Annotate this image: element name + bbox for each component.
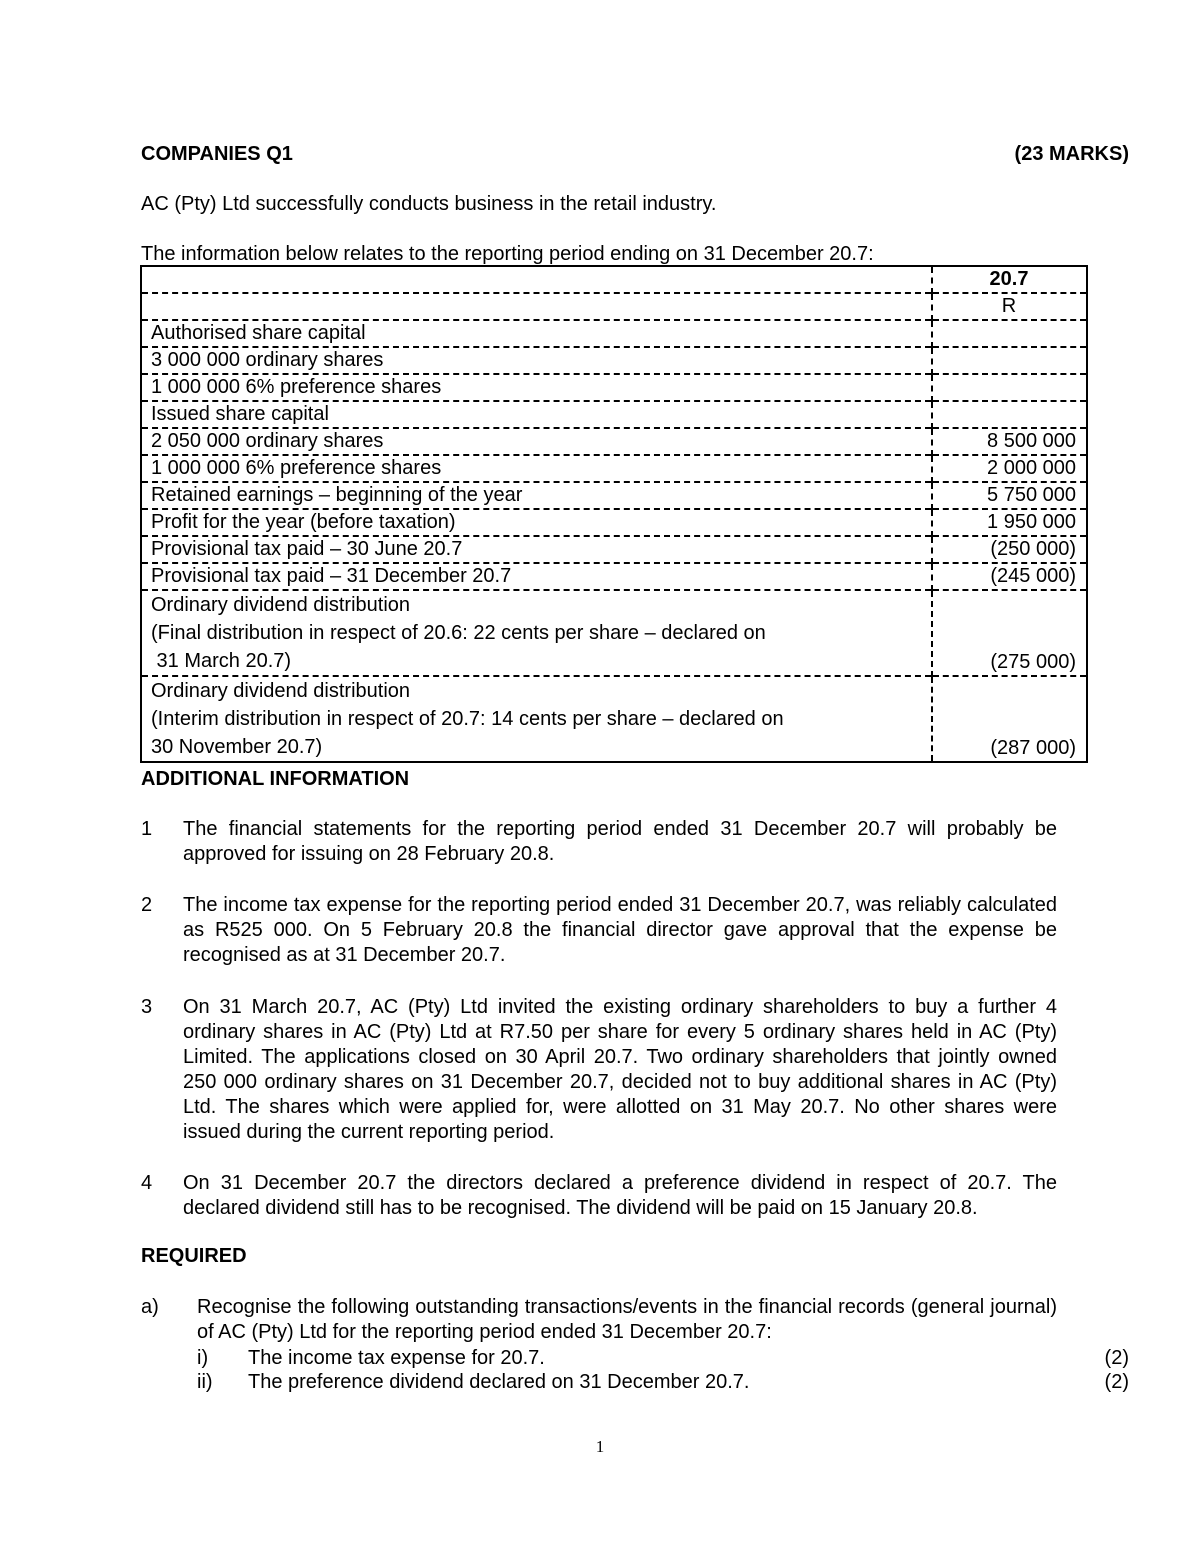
sub-label: ii)	[197, 1371, 213, 1393]
row-amount: 1 950 000	[932, 509, 1087, 536]
sub-marks: (2)	[1104, 1347, 1129, 1369]
question-marks: (23 MARKS)	[1014, 143, 1129, 165]
required-sub-ii	[197, 1370, 1129, 1395]
table-row	[141, 455, 1087, 482]
row-label: Authorised share capital	[141, 320, 932, 347]
table-row	[141, 509, 1087, 536]
table-header-row	[141, 266, 1087, 293]
interim-dividend-label	[141, 676, 932, 762]
required-heading: REQUIRED	[141, 1245, 247, 1267]
row-label: Issued share capital	[141, 401, 932, 428]
final-dividend-amount: (275 000)	[932, 590, 1087, 676]
item-text: The financial statements for the reporting period ended 31 December 20.7 will probably be approved for issuing on 28 February 20.8.	[183, 818, 1057, 865]
intro-text: AC (Pty) Ltd successfully conducts business in the retail industry.	[141, 193, 717, 215]
table-intro-text: The information below relates to the reporting period ending on 31 December 20.7:	[141, 243, 874, 265]
additional-item-2	[141, 893, 1057, 968]
row-label: 2 050 000 ordinary shares	[141, 428, 932, 455]
table-row	[141, 374, 1087, 401]
row-label: Provisional tax paid – 30 June 20.7	[141, 536, 932, 563]
final-dividend-line-1: Ordinary dividend distribution	[151, 594, 411, 616]
sub-label: i)	[197, 1347, 209, 1369]
additional-item-4	[141, 1171, 1057, 1221]
row-amount: (245 000)	[932, 563, 1087, 590]
row-amount: (250 000)	[932, 536, 1087, 563]
required-a-text: Recognise the following outstanding transactions/events in the financial records (general journal) of AC (Pty) Ltd for the reporting period ended 31 December 20.7:	[197, 1296, 1057, 1343]
row-amount: 8 500 000	[932, 428, 1087, 455]
question-header	[141, 143, 1129, 166]
sub-marks: (2)	[1104, 1371, 1129, 1393]
interim-dividend-line-1: Ordinary dividend distribution	[151, 680, 411, 702]
row-amount	[932, 347, 1087, 374]
interim-dividend-line-2: (Interim distribution in respect of 20.7: 14 cents per share – declared on	[151, 708, 784, 730]
row-label: 1 000 000 6% preference shares	[141, 455, 932, 482]
item-text: On 31 December 20.7 the directors declared a preference dividend in respect of 20.7. The declared dividend still has to be recognised. The dividend will be paid on 15 January 20.8.	[183, 1172, 1057, 1219]
table-row	[141, 347, 1087, 374]
final-dividend-line-2: (Final distribution in respect of 20.6: 22 cents per share – declared on	[151, 622, 766, 644]
table-row	[141, 482, 1087, 509]
row-amount	[932, 401, 1087, 428]
item-number: 1	[141, 818, 153, 840]
item-number: 2	[141, 894, 153, 916]
row-label: Profit for the year (before taxation)	[141, 509, 932, 536]
row-label: 1 000 000 6% preference shares	[141, 374, 932, 401]
row-amount	[932, 374, 1087, 401]
item-text: The income tax expense for the reporting period ended 31 December 20.7, was reliably calculated as R525 000. On 5 February 20.8 the financial director gave approval that the expense be recognised as at 31 December 20.7.	[183, 894, 1057, 966]
item-number: 3	[141, 996, 153, 1018]
required-a-label: a)	[141, 1296, 159, 1318]
additional-item-3	[141, 995, 1057, 1145]
row-label: 3 000 000 ordinary shares	[141, 347, 932, 374]
item-text: On 31 March 20.7, AC (Pty) Ltd invited the existing ordinary shareholders to buy a further 4 ordinary shares in AC (Pty) Ltd at R7.50 per share for every 5 ordinary shares held in AC (Pty) Limited. The applications closed on 30 April 20.7. Two ordinary shareholders that jointly owned 250 000 ordinary shares on 31 December 20.7, decided not to buy additional shares in AC (Pty) Ltd. The shares which were applied for, were allotted on 31 May 20.7. No other shares were issued during the current reporting period.	[183, 996, 1057, 1143]
page-number: 1	[595, 1437, 605, 1456]
additional-item-1	[141, 817, 1057, 867]
interim-dividend-amount: (287 000)	[932, 676, 1087, 762]
table-currency-row	[141, 293, 1087, 320]
currency-header: R	[932, 293, 1087, 320]
row-label: Retained earnings – beginning of the year	[141, 482, 932, 509]
final-dividend-label	[141, 590, 932, 676]
required-a	[141, 1295, 1129, 1345]
sub-text: The preference dividend declared on 31 December 20.7.	[248, 1371, 750, 1393]
final-dividend-row	[141, 590, 1087, 676]
question-title: COMPANIES Q1	[141, 143, 293, 165]
row-label: Provisional tax paid – 31 December 20.7	[141, 563, 932, 590]
table-row	[141, 536, 1087, 563]
row-amount: 5 750 000	[932, 482, 1087, 509]
row-amount	[932, 320, 1087, 347]
interim-dividend-row	[141, 676, 1087, 762]
interim-dividend-line-3: 30 November 20.7)	[151, 736, 323, 758]
table-row	[141, 428, 1087, 455]
row-amount: 2 000 000	[932, 455, 1087, 482]
table-row	[141, 401, 1087, 428]
sub-text: The income tax expense for 20.7.	[248, 1347, 545, 1369]
additional-info-heading: ADDITIONAL INFORMATION	[141, 768, 410, 790]
required-sub-i	[197, 1346, 1129, 1371]
item-number: 4	[141, 1172, 153, 1194]
final-dividend-line-3: 31 March 20.7)	[151, 650, 292, 672]
information-table	[140, 265, 1088, 763]
table-row	[141, 563, 1087, 590]
table-row	[141, 320, 1087, 347]
year-header: 20.7	[932, 266, 1087, 293]
